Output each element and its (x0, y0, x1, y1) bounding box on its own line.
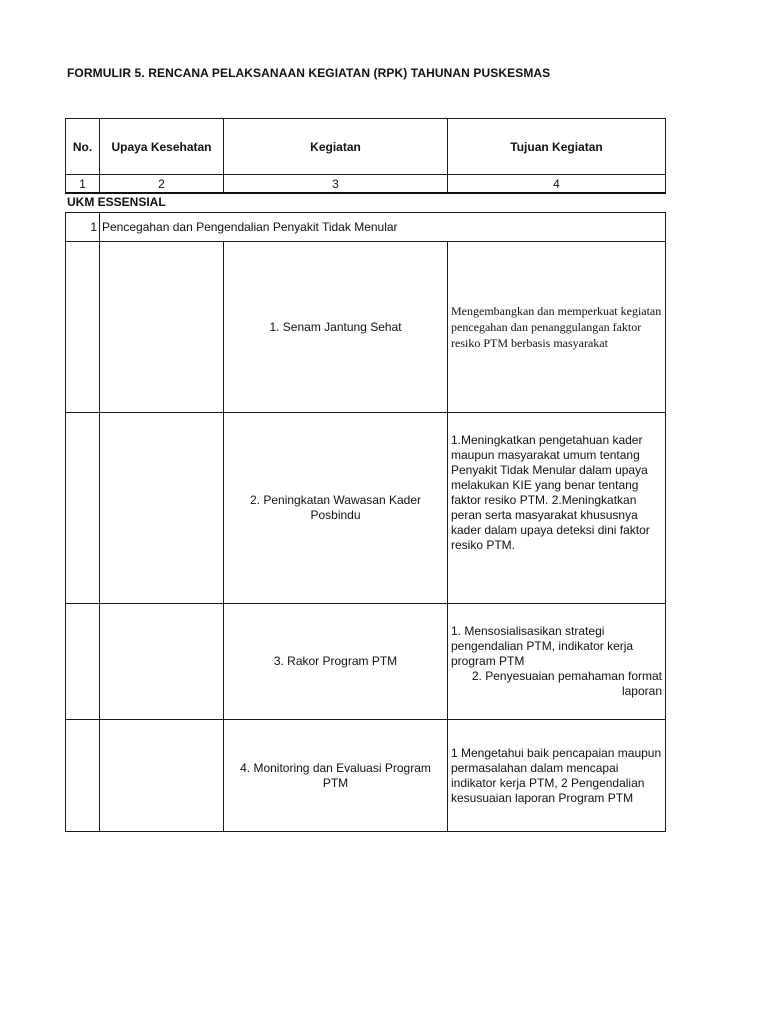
col-number: 1 (66, 175, 100, 194)
activity-name: 1. Senam Jantung Sehat (224, 242, 448, 413)
table-row (66, 604, 666, 720)
category-number: 1 (66, 213, 100, 242)
activity-goal (448, 604, 666, 720)
col-number: 3 (224, 175, 448, 194)
col-header-upaya: Upaya Kesehatan (100, 119, 224, 175)
category-label: Pencegahan dan Pengendalian Penyakit Tidak Menular (100, 213, 666, 242)
row-upaya-cell (100, 720, 224, 832)
col-number: 2 (100, 175, 224, 194)
row-no-cell (66, 413, 100, 604)
col-header-tujuan: Tujuan Kegiatan (448, 119, 666, 175)
section-label: UKM ESSENSIAL (67, 195, 166, 209)
page-title: FORMULIR 5. RENCANA PELAKSANAAN KEGIATAN (RPK) TAHUNAN PUSKESMAS (67, 66, 551, 80)
activity-goal: 1 Mengetahui baik pencapaian maupun permasalahan dalam mencapai indikator kerja PTM, 2 Pengendalian kesusuaian laporan Program PTM (448, 720, 666, 832)
activity-name: 2. Peningkatan Wawasan Kader Posbindu (224, 413, 448, 604)
col-number: 4 (448, 175, 666, 194)
activity-goal: Mengembangkan dan memperkuat kegiatan pencegahan dan penanggulangan faktor resiko PTM berbasis masyarakat (448, 242, 666, 413)
row-upaya-cell (100, 413, 224, 604)
row-no-cell (66, 242, 100, 413)
activity-name: 4. Monitoring dan Evaluasi Program PTM (224, 720, 448, 832)
row-upaya-cell (100, 604, 224, 720)
header-table (65, 118, 666, 194)
category-row (66, 213, 666, 242)
col-header-no: No. (66, 119, 100, 175)
activity-name: 3. Rakor Program PTM (224, 604, 448, 720)
activity-goal-part: 1. Mensosialisasikan strategi pengendalian PTM, indikator kerja program PTM (451, 624, 634, 668)
col-header-kegiatan: Kegiatan (224, 119, 448, 175)
activity-goal-part: 2. Penyesuaian pemahaman format laporan (471, 669, 662, 698)
table-row (66, 242, 666, 413)
table-row (66, 413, 666, 604)
row-no-cell (66, 604, 100, 720)
column-number-row (66, 175, 666, 194)
header-row (66, 119, 666, 175)
activity-goal: 1.Meningkatkan pengetahuan kader maupun masyarakat umum tentang Penyakit Tidak Menular dalam upaya melakukan KIE yang benar tentang faktor resiko PTM. 2.Meningkatkan peran serta masyarakat khususnya kader dalam upaya deteksi dini faktor resiko PTM. (448, 413, 666, 604)
table-row (66, 720, 666, 832)
row-no-cell (66, 720, 100, 832)
row-upaya-cell (100, 242, 224, 413)
activity-table (65, 212, 666, 832)
